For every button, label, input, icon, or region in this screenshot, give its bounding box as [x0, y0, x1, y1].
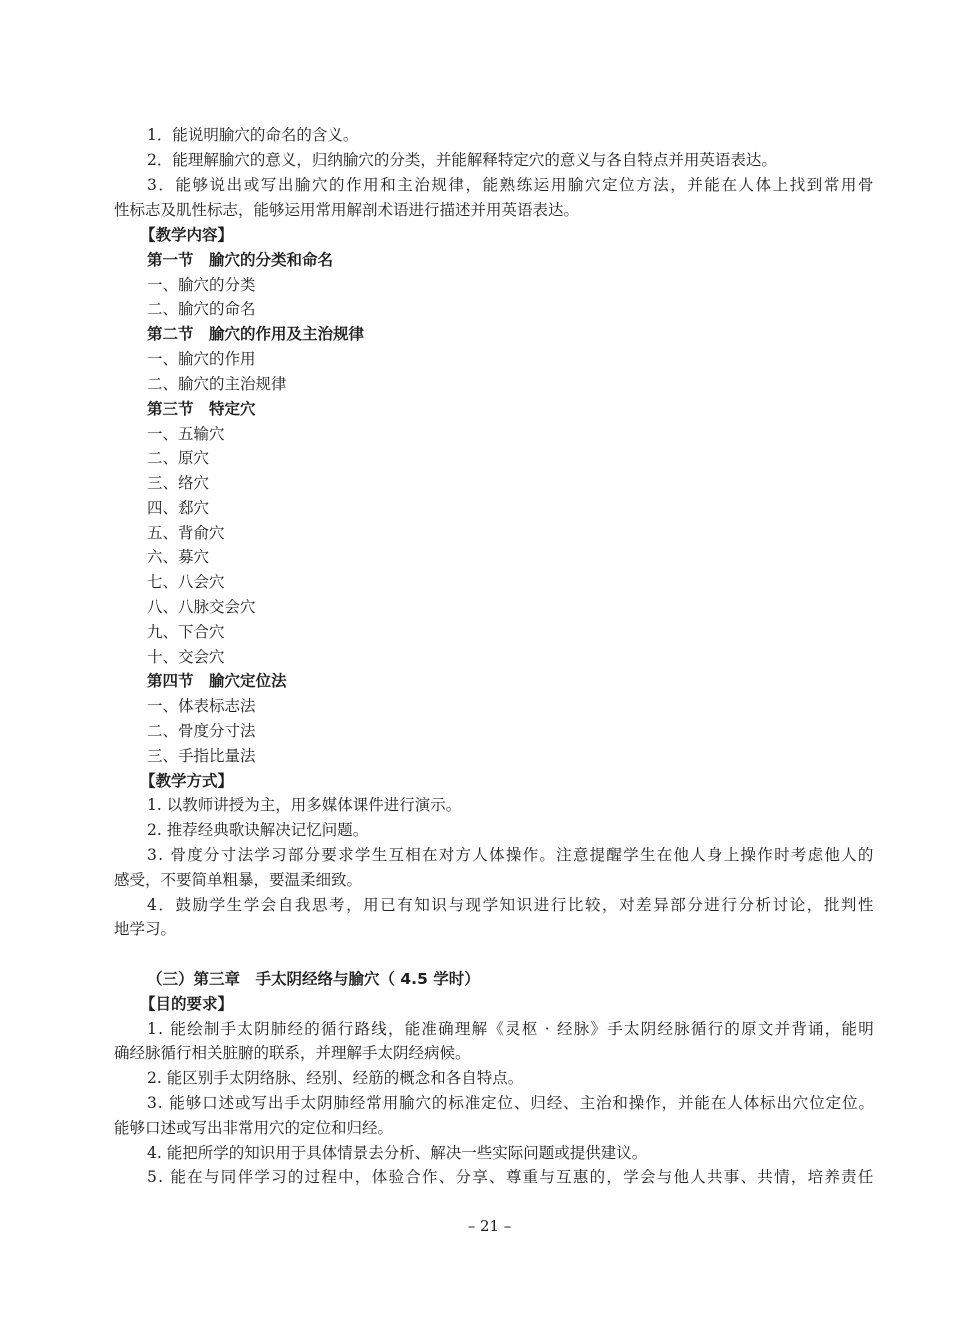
section-4-item: 二、骨度分寸法 [147, 722, 256, 740]
objective-item-3-line2: 性标志及肌性标志，能够运用常用解剖术语进行描述并用英语表达。 [114, 201, 580, 219]
section-2-item: 一、腧穴的作用 [147, 350, 256, 368]
objective-item-2: 2．能理解腧穴的意义，归纳腧穴的分类，并能解释特定穴的意义与各自特点并用英语表达。 [147, 151, 777, 169]
section-3-title: 第三节 特定穴 [147, 399, 256, 418]
chapter-3-item-3-line1: 3 . 能 够 口 述 或 写 出 手 太 阴 肺 经 常 用 腧 穴 的 标 准 定 位 、 归 经 、 主 治 和 操 作 ， 并 能 在 人 体 标 出 穴 位 定 位 。 [147, 1094, 874, 1112]
section-1-title: 第一节 腧穴的分类和命名 [147, 250, 334, 269]
objective-item-1: 1．能说明腧穴的命名的含义。 [147, 126, 359, 144]
chapter-3-item-3-line2: 能够口述或写出非常用穴的定位和归经。 [114, 1119, 394, 1137]
section-4-item: 一、体表标志法 [147, 697, 256, 715]
chapter-3-item-5-line1: 5 . 能 在 与 同 伴 学 习 的 过 程 中 ， 体 验 合 作 、 分 享 、 尊 重 与 互 惠 的 ， 学 会 与 他 人 共 事 、 共 情 ， 培 养 责 任 [147, 1168, 874, 1186]
method-item-2: 2. 推荐经典歌诀解决记忆问题。 [147, 821, 369, 839]
section-3-item: 三、络穴 [147, 474, 210, 492]
teaching-methods-heading: 【教学方式】 [140, 771, 234, 790]
method-item-3-line2: 感受，不要简单粗暴，要温柔细致。 [114, 871, 363, 889]
section-1-item: 二、腧穴的命名 [147, 300, 256, 318]
objective-item-3-line1: 3 ． 能 够 说 出 或 写 出 腧 穴 的 作 用 和 主 治 规 律 ， 能 熟 练 运 用 腧 穴 定 位 方 法 ， 并 能 在 人 体 上 找 到 常 用 骨 [147, 176, 874, 194]
page-number: – 21 – [467, 1217, 512, 1235]
section-3-item: 七、八会穴 [147, 573, 225, 591]
chapter-3-item-1-line1: 1 . 能 绘 制 手 太 阴 肺 经 的 循 行 路 线 ， 能 准 确 理 解 《 灵 枢 · 经 脉 》 手 太 阴 经 脉 循 行 的 原 文 并 背 诵 ， 能 明 [147, 1020, 874, 1038]
teaching-content-heading: 【教学内容】 [140, 225, 234, 244]
chapter-3-item-2: 2. 能区别手太阴络脉、经别、经筋的概念和各自特点。 [147, 1069, 524, 1087]
method-item-4-line2: 地学习。 [114, 920, 177, 938]
chapter-3-item-1-line2: 确经脉循行相关脏腑的联系，并理解手太阴经病候。 [114, 1044, 471, 1062]
section-2-item: 二、腧穴的主治规律 [147, 375, 287, 393]
section-3-item: 一、五输穴 [147, 425, 225, 443]
section-3-item: 六、募穴 [147, 548, 210, 566]
section-3-item: 十、交会穴 [147, 648, 225, 666]
chapter-3-item-4: 4. 能把所学的知识用于具体情景去分析、解决一些实际问题或提供建议。 [147, 1144, 648, 1162]
objectives-heading: 【目的要求】 [140, 994, 234, 1013]
section-2-title: 第二节 腧穴的作用及主治规律 [147, 324, 365, 343]
section-3-item: 八、八脉交会穴 [147, 598, 256, 616]
section-1-item: 一、腧穴的分类 [147, 276, 256, 294]
method-item-1: 1. 以教师讲授为主，用多媒体课件进行演示。 [147, 796, 462, 814]
section-4-item: 三、手指比量法 [147, 747, 256, 765]
section-3-item: 五、背俞穴 [147, 524, 225, 542]
method-item-4-line1: 4 ． 鼓 励 学 生 学 会 自 我 思 考 ， 用 已 有 知 识 与 现 学 知 识 进 行 比 较 ， 对 差 异 部 分 进 行 分 析 讨 论 ， 批 判 性 [147, 896, 874, 914]
method-item-3-line1: 3 . 骨 度 分 寸 法 学 习 部 分 要 求 学 生 互 相 在 对 方 人 体 操 作 。 注 意 提 醒 学 生 在 他 人 身 上 操 作 时 考 虑 他 人 的 [147, 846, 874, 864]
section-4-title: 第四节 腧穴定位法 [147, 671, 287, 690]
section-3-item: 九、下合穴 [147, 623, 225, 641]
chapter-3-title: （三）第三章 手太阴经络与腧穴（ 4.5 学时） [147, 970, 480, 988]
section-3-item: 二、原穴 [147, 449, 210, 467]
section-3-item: 四、郄穴 [147, 499, 210, 517]
